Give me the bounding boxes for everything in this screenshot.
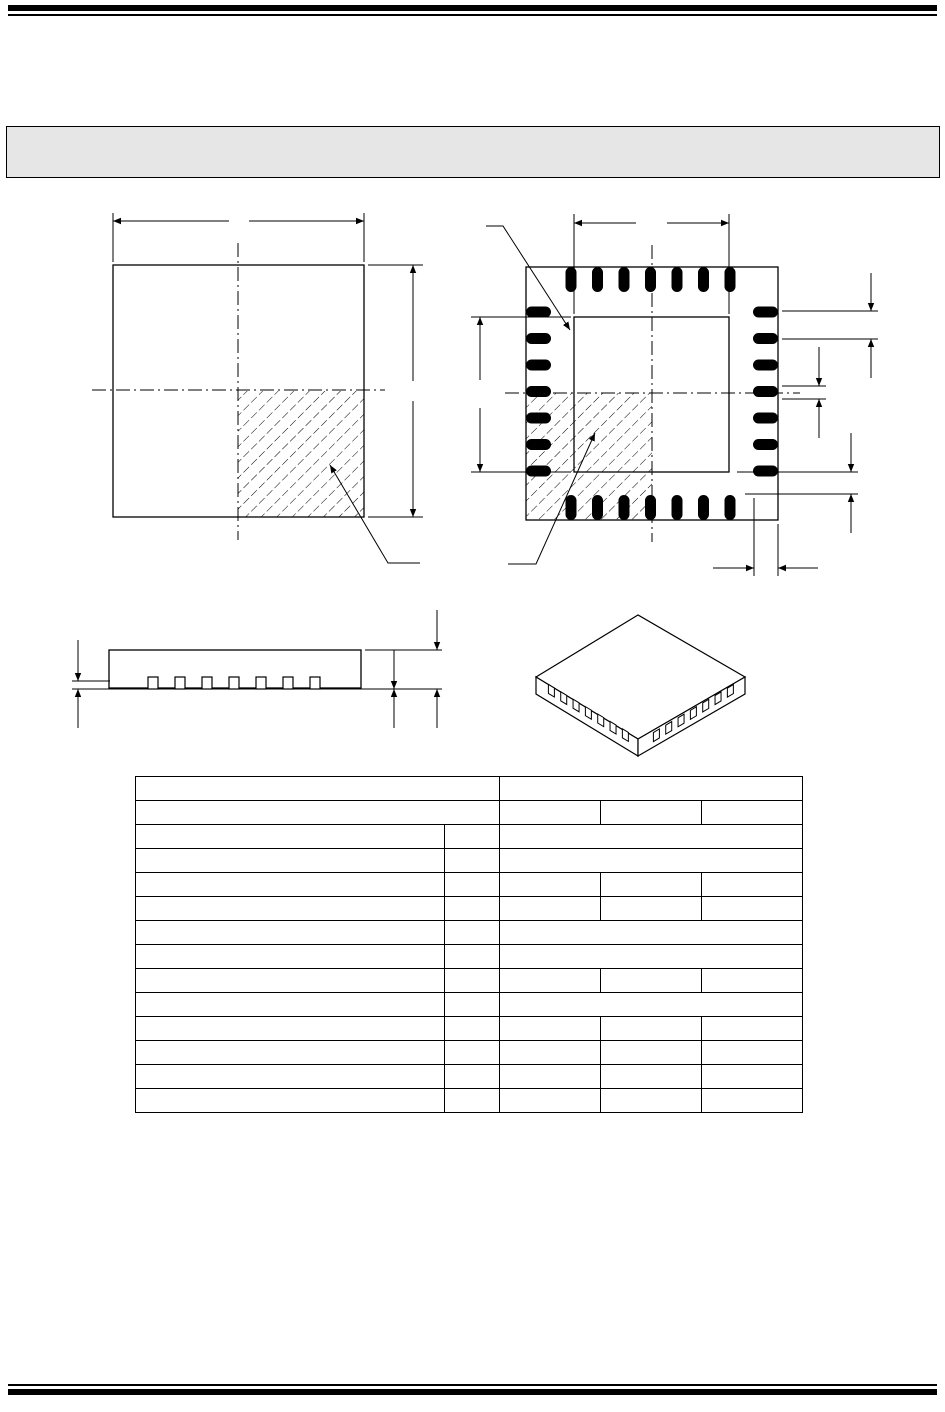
table-row [136,1041,803,1065]
table-cell [136,1065,445,1089]
table-cell [500,1065,601,1089]
side-terminal [283,677,293,689]
table-row [136,849,803,873]
terminal-pad-right [753,466,778,477]
terminal-pad-bottom [672,495,683,520]
table-cell [500,921,803,945]
terminal-pad-top [725,267,736,292]
terminal-pad-left [526,360,551,371]
terminal-pad-left [526,307,551,318]
table-cell [702,897,803,921]
table-cell [136,1041,445,1065]
table-cell [702,1065,803,1089]
table-cell [702,1017,803,1041]
terminal-pad-right [753,413,778,424]
table-cell [601,897,702,921]
table-cell [702,1089,803,1113]
table-cell [136,777,500,801]
table-cell [136,897,445,921]
side-view-terminals [148,677,320,689]
table-cell [136,1017,445,1041]
side-terminal [256,677,266,689]
table-row [136,969,803,993]
table-cell [500,825,803,849]
terminal-pad-bottom [619,495,630,520]
table-cell [445,1017,500,1041]
table-cell [136,873,445,897]
terminal-pad-left [526,333,551,344]
table-cell [601,873,702,897]
table-cell [500,945,803,969]
table-row [136,1065,803,1089]
table-cell [445,969,500,993]
table-cell [702,801,803,825]
table-cell [500,969,601,993]
table-cell [601,1065,702,1089]
bottom-view [471,214,878,576]
table-cell [136,1089,445,1113]
terminal-pad-bottom [698,495,709,520]
table-cell [601,969,702,993]
table-cell [500,1089,601,1113]
dimensions-table [135,776,803,1113]
table-cell [500,849,803,873]
table-row [136,1017,803,1041]
table-cell [445,945,500,969]
table-cell [500,897,601,921]
table-cell [136,849,445,873]
table-cell [445,1065,500,1089]
table-cell [500,1041,601,1065]
side-terminal [148,677,158,689]
table-row [136,945,803,969]
table-cell [445,1089,500,1113]
side-view [72,610,442,728]
terminal-pad-top [645,267,656,292]
terminal-pad-left [526,439,551,450]
terminal-pad-left [526,386,551,397]
terminal-pad-top [698,267,709,292]
table-cell [500,801,601,825]
table-cell [702,1041,803,1065]
terminal-pad-bottom [592,495,603,520]
isometric-view [536,615,745,756]
table-row [136,825,803,849]
table-row [136,897,803,921]
table-cell [445,849,500,873]
table-cell [500,777,803,801]
table-cell [601,801,702,825]
terminal-pad-top [566,267,577,292]
table-cell [601,1089,702,1113]
side-terminal [310,677,320,689]
terminal-pad-top [592,267,603,292]
table-cell [445,825,500,849]
table-cell [445,873,500,897]
side-terminal [175,677,185,689]
bottom-rule-thick [8,1389,937,1395]
table-cell [136,801,500,825]
top-view [92,213,423,563]
terminal-pad-bottom [566,495,577,520]
terminal-pad-top [672,267,683,292]
terminal-pad-left [526,413,551,424]
side-terminal [229,677,239,689]
table-row [136,993,803,1017]
top-view-hatched-quadrant [238,391,364,517]
table-cell [136,825,445,849]
table-row [136,921,803,945]
table-cell [445,897,500,921]
table-cell [601,1041,702,1065]
terminal-pad-right [753,307,778,318]
terminal-pad-left [526,466,551,477]
table-cell [500,993,803,1017]
table-cell [136,945,445,969]
table-cell [445,993,500,1017]
terminal-pad-right [753,360,778,371]
terminal-pad-top [619,267,630,292]
bottom-rule-thin [8,1384,937,1386]
table-cell [500,873,601,897]
table-row [136,777,803,801]
table-cell [500,1017,601,1041]
table-cell [445,921,500,945]
table-cell [702,873,803,897]
terminal-pad-right [753,439,778,450]
terminal-pad-right [753,386,778,397]
bottom-view-hatched-quadrant [526,393,652,520]
table-cell [702,969,803,993]
table-row [136,1089,803,1113]
iso-top-face [536,615,745,739]
table-row [136,873,803,897]
table-cell [136,993,445,1017]
terminal-pad-right [753,333,778,344]
table-row [136,801,803,825]
terminal-pad-bottom [645,495,656,520]
terminal-pad-bottom [725,495,736,520]
table-cell [601,1017,702,1041]
table-cell [136,921,445,945]
table-cell [445,1041,500,1065]
side-terminal [202,677,212,689]
table-cell [136,969,445,993]
